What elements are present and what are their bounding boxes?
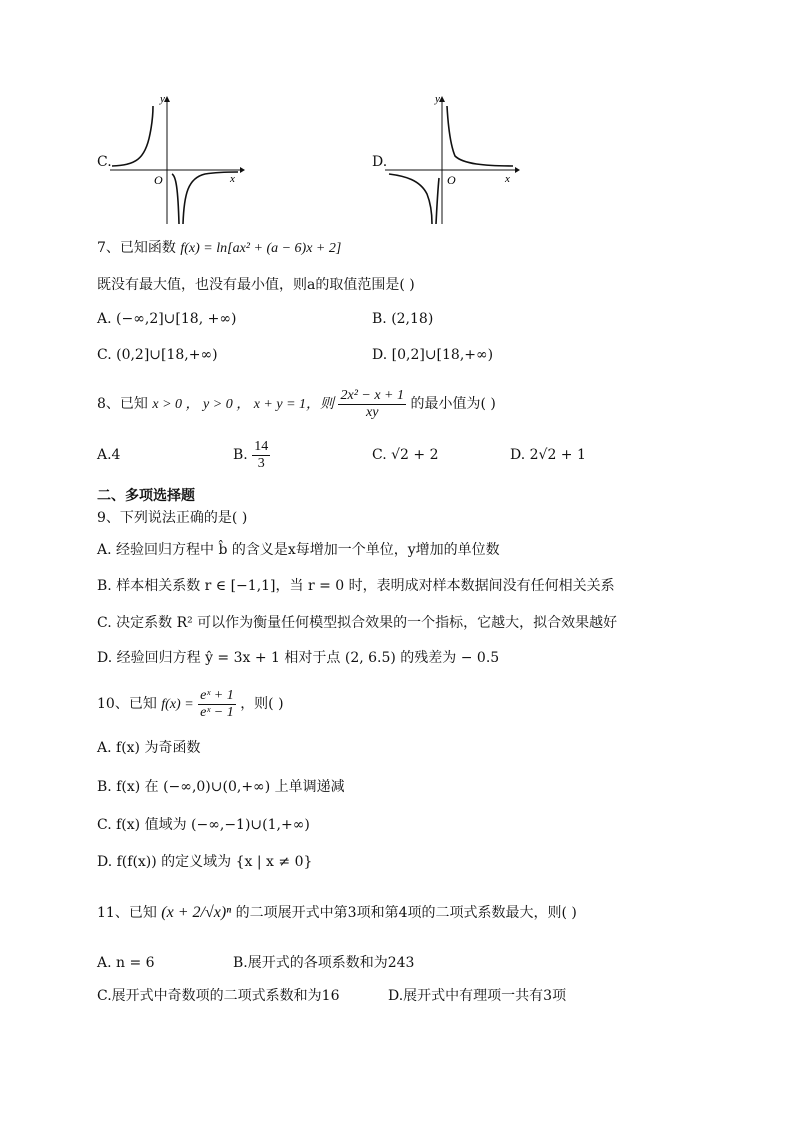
q9-option-a[interactable]: A. 经验回归方程中 b̂ 的含义是x每增加一个单位，y增加的单位数 — [97, 542, 500, 558]
q11-prefix: 11、已知 — [97, 905, 157, 921]
q11-option-b[interactable]: B.展开式的各项系数和为243 — [233, 955, 415, 971]
q8-b-label: B. — [233, 447, 248, 463]
q11-suffix: 的二项展开式中第3项和第4项的二项式系数最大，则( ) — [235, 905, 577, 921]
q8-b-numerator: 14 — [254, 438, 269, 454]
y-axis-label: y — [160, 94, 165, 105]
y-axis-label: y — [435, 94, 440, 105]
q11-stem — [97, 898, 577, 928]
q8-conditions: x > 0 ， y > 0 ， x + y = 1，则 — [152, 397, 335, 412]
graph-c — [110, 94, 245, 229]
q9-option-c[interactable]: C. 决定系数 R² 可以作为衡量任何模型拟合效果的一个指标，它越大，拟合效果越好 — [97, 615, 618, 631]
q10-fraction — [198, 688, 236, 721]
q9-option-d[interactable]: D. 经验回归方程 ŷ = 3x + 1 相对于点 (2, 6.5) 的残差为 − 0.5 — [97, 650, 500, 666]
q7-option-d[interactable]: D. [0,2]∪[18,+∞) — [372, 347, 494, 363]
q8-option-b[interactable] — [233, 436, 270, 474]
q8-b-denominator: 3 — [257, 455, 265, 471]
q8-option-d[interactable]: D. 2√2 + 1 — [510, 447, 586, 463]
q8-option-c[interactable]: C. √2 + 2 — [372, 447, 439, 463]
graph-d — [385, 94, 520, 229]
q7-stem — [97, 238, 341, 259]
option-d-label: D. — [372, 154, 388, 170]
q10-option-c[interactable]: C. f(x) 值域为 (−∞,−1)∪(1,+∞) — [97, 817, 310, 833]
section-heading: 二、多项选择题 — [97, 488, 195, 504]
q10-prefix: 10、已知 — [97, 696, 157, 712]
q10-fx: f(x) = — [161, 697, 194, 712]
origin-label: O — [154, 173, 163, 187]
q10-option-d[interactable]: D. f(f(x)) 的定义域为 {x | x ≠ 0} — [97, 854, 313, 870]
q10-numerator: eˣ + 1 — [200, 687, 234, 703]
q8-suffix: 的最小值为( ) — [410, 396, 496, 412]
q8-b-fraction — [252, 439, 270, 472]
q7-formula: f(x) = ln[ax² + (a − 6)x + 2] — [180, 241, 342, 256]
q8-stem — [97, 384, 496, 425]
origin-label: O — [447, 173, 456, 187]
q11-option-d[interactable]: D.展开式中有理项一共有3项 — [388, 988, 567, 1004]
q8-denominator: xy — [366, 404, 379, 420]
q11-expression: (x + 2/√x)ⁿ — [161, 904, 232, 921]
q7-option-b[interactable]: B. (2,18) — [372, 311, 434, 327]
q8-fraction — [338, 388, 406, 421]
q10-option-a[interactable]: A. f(x) 为奇函数 — [97, 740, 201, 756]
q9-option-b[interactable]: B. 样本相关系数 r ∈ [−1,1]，当 r = 0 时，表明成对样本数据间没有任何相关关系 — [97, 578, 615, 594]
q7-line2: 既没有最大值，也没有最小值，则a的取值范围是( ) — [97, 277, 415, 293]
q8-numerator: 2x² − x + 1 — [340, 387, 405, 403]
q7-option-c[interactable]: C. (0,2]∪[18,+∞) — [97, 347, 218, 363]
x-axis-label: x — [505, 173, 510, 185]
q11-option-c[interactable]: C.展开式中奇数项的二项式系数和为16 — [97, 988, 340, 1004]
q9-stem: 9、下列说法正确的是( ) — [97, 510, 248, 526]
q10-stem — [97, 684, 284, 725]
q7-prefix: 7、已知函数 — [97, 240, 176, 256]
q8-prefix: 8、已知 — [97, 396, 148, 412]
q10-denominator: eˣ − 1 — [200, 704, 234, 720]
q7-option-a[interactable]: A. (−∞,2]∪[18, +∞) — [97, 311, 237, 327]
x-axis-label: x — [230, 173, 235, 185]
q10-option-b[interactable]: B. f(x) 在 (−∞,0)∪(0,+∞) 上单调递减 — [97, 779, 345, 795]
q8-option-a[interactable]: A.4 — [97, 447, 121, 463]
option-c-label: C. — [97, 154, 112, 170]
q10-suffix: ，则( ) — [240, 696, 284, 712]
q11-option-a[interactable]: A. n = 6 — [97, 955, 155, 971]
